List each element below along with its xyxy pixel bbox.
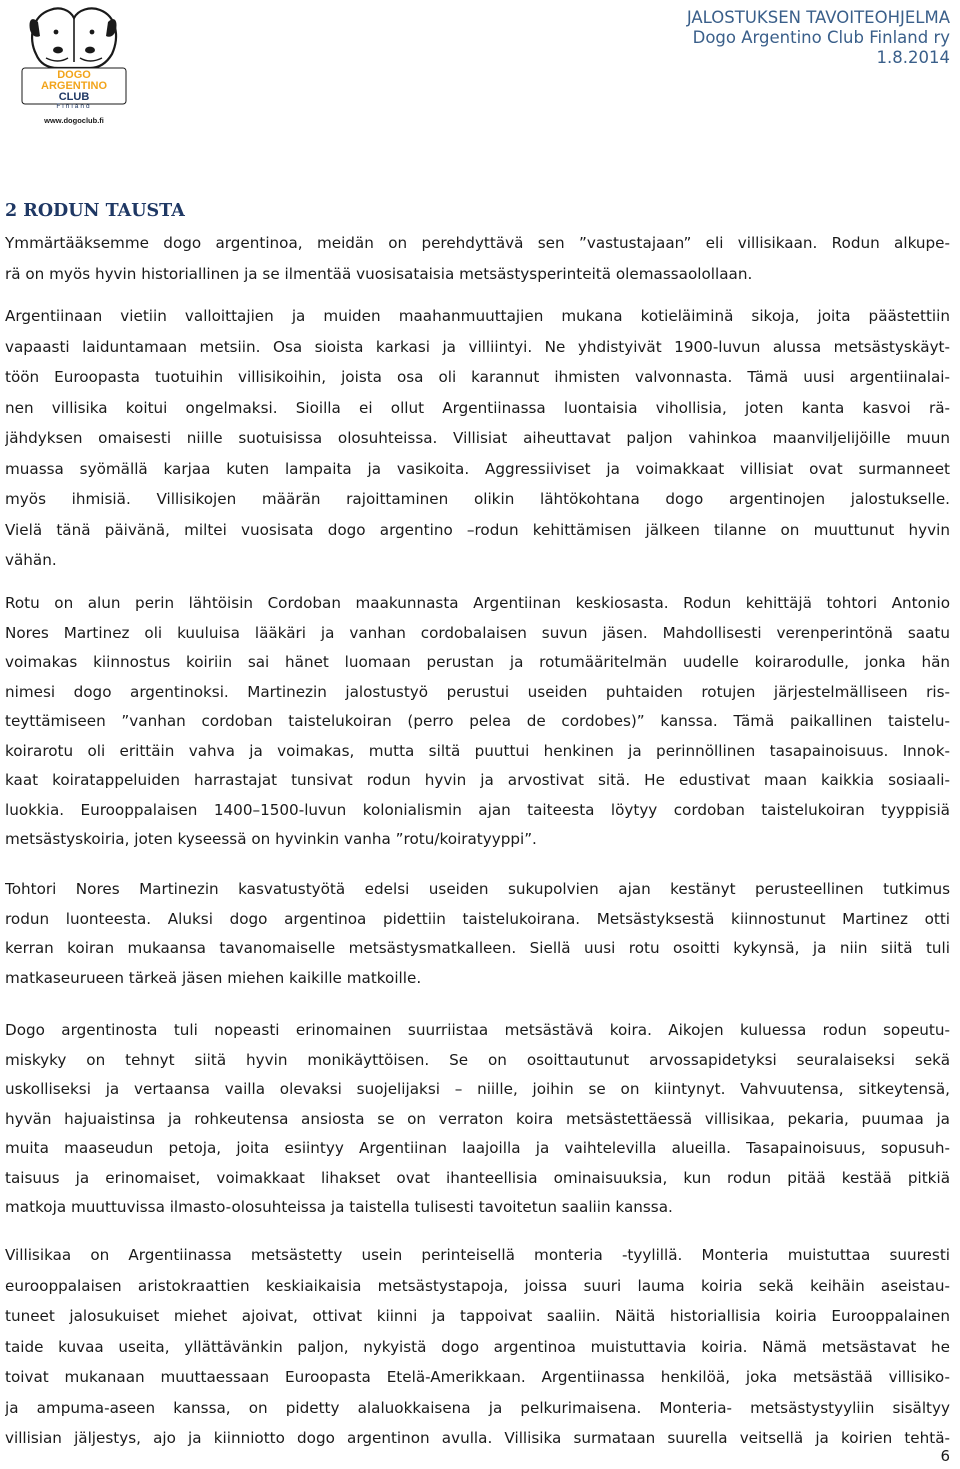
text-line: metsästyskoiria, joten kyseessä on hyvinkin vanha ”rotu/koiratyyppi”. xyxy=(5,830,537,848)
paragraph-3 xyxy=(5,589,950,855)
text-line: luokkia. Eurooppalaisen 1400–1500-luvun kolonialismin ajan taiteesta löytyy cordoban taistelukoiran tyyppisiä xyxy=(5,800,950,819)
text-line: uskolliseksi ja vertaansa vailla olevaksi suojelijaksi – niille, joihin se on kiintynyt. Vahvuutensa, sitkeytensä, xyxy=(5,1080,950,1098)
text-line: Ymmärtääksemme dogo argentinoa, meidän on perehdyttävä sen ”vastustajaan” eli villisikaan. Rodun alkupe- xyxy=(5,234,950,252)
text-line: matkoja muuttuvissa ilmasto-olosuhteissa ja taistella tulisesti tavoitetun saaliin kanssa. xyxy=(5,1198,673,1216)
paragraph-5 xyxy=(5,1016,950,1223)
text-line: rä on myös hyvin historiallinen ja se ilmentää vuosisataisia metsästysperinteitä olemassaolollaan. xyxy=(5,264,753,283)
text-line: myös ihmisiä. Villisikojen määrän rajoittaminen olikin lähtökohtana dogo argentinojen jalostukselle. xyxy=(5,490,950,508)
paragraph-6 xyxy=(5,1240,950,1454)
text-line: kerran koiran mukaansa tavanomaiselle metsästysmatkalleen. Siellä uusi rotu osoitti kykynsä, ja niin siitä tuli xyxy=(5,939,950,957)
document-header xyxy=(687,8,950,68)
logo-text-dogo: DOGO xyxy=(57,69,91,81)
logo-text-argentino: ARGENTINO xyxy=(41,80,107,92)
logo-text-club: CLUB xyxy=(58,91,90,103)
header-title: JALOSTUKSEN TAVOITEOHJELMA xyxy=(686,8,950,27)
text-line: Vielä tänä päivänä, miltei vuosisata dogo argentino –rodun kehittämisen jälkeen tilanne on muuttunut hyvin xyxy=(5,520,950,539)
text-line: tuneet jalosukuiset miehet ajoivat, ottivat kiinni ja tappoivat saaliin. Näitä historiallisia koiria Eurooppalainen xyxy=(5,1307,950,1325)
text-line: töön Euroopasta tuotuihin villisikoihin, joista osa oli karannut ihmisten valvonnasta. Tämä uusi argentiinalai- xyxy=(5,368,950,386)
dog-heads-icon xyxy=(29,8,116,68)
text-line: hyvän hajuaistinsa ja rohkeutensa ansiosta se on verraton koira metsästettäessä villisikaa, pekaria, puumaa ja xyxy=(5,1109,950,1128)
text-line: rodun luonteesta. Aluksi dogo argentinoa pidettiin taistelukoirana. Metsästyksestä kiinnostunut Martinez otti xyxy=(5,909,950,928)
section-heading: 2 RODUN TAUSTA xyxy=(5,201,185,221)
text-line: miskyky on tehnyt siitä hyvin monikäyttöisen. Se on osoittautunut arvossapidetyksi seuralaiseksi sekä xyxy=(5,1050,950,1069)
text-line: taide kuvaa useita, yllättävänkin paljon, nykyistä dogo argentinoa muistuttavia koiria. Nämä metsästavat he xyxy=(5,1337,950,1356)
text-line: eurooppalaisen aristokraattien keskiaikaisia metsästystapoja, joissa suuri lauma koiria sekä keihäin aseistau- xyxy=(5,1276,950,1295)
text-line: nen villisika koitui ongelmaksi. Sioilla ei ollut Argentiinassa luontaisia vihollisia, joten kanta kasvoi rä- xyxy=(5,398,950,417)
logo-url: www.dogoclub.fi xyxy=(44,116,104,125)
text-line: teyttämiseen ”vanhan cordoban taistelukoiran (perro pelea de cordobes)” kanssa. Tämä paikallinen taistelu- xyxy=(5,712,950,730)
text-line: Villisikaa on Argentiinassa metsästetty usein perinteisellä monteria -tyylillä. Monteria muistuttaa suuresti xyxy=(5,1246,950,1264)
paragraph-2 xyxy=(5,301,950,576)
paragraph-4 xyxy=(5,875,950,993)
text-line: Tohtori Nores Martinezin kasvatustyötä edelsi useiden sukupolvien ajan kestänyt perusteellinen tutkimus xyxy=(5,880,950,898)
header-date: 1.8.2014 xyxy=(876,48,950,67)
text-line: Nores Martinez oli kuuluisa lääkäri ja vanhan cordobalaisen suvun jäsen. Mahdollisesti verenperintönä saatu xyxy=(5,623,950,642)
text-line: muassa syömällä karjaa kuten lampaita ja vasikoita. Aggressiiviset ja voimakkaat villisiat ovat surmanneet xyxy=(5,459,950,478)
text-line: Dogo argentinosta tuli nopeasti erinomainen suurriistaa metsästävä koira. Aikojen kuluessa rodun sopeutu- xyxy=(5,1021,950,1039)
text-line: koirarotu oli erittäin vahva ja voimakas, mutta siltä puuttui henkinen ja perinnöllinen tasapainoisuus. Innok- xyxy=(5,741,950,760)
text-line: Rotu on alun perin lähtöisin Cordoban maakunnasta Argentiinan keskiosasta. Rodun kehittäjä tohtori Antonio xyxy=(5,594,950,612)
logo-text-finland: Finland xyxy=(56,103,92,110)
page-number: 6 xyxy=(940,1447,950,1465)
text-line: muita maaseudun petoja, joita esiintyy Argentiinan laajoilla ja vaihtelevilla alueilla. Tasapainoisuus, sopusuh- xyxy=(5,1139,950,1157)
text-line: nimesi dogo argentinoksi. Martinezin jalostustyö perustui useiden puhtaiden rotujen järjestelmälliseen ris- xyxy=(5,682,950,701)
text-line: toivat mukanaan muuttaessaan Euroopasta Etelä-Amerikkaan. Argentiinassa henkilöä, joka metsästää villisiko- xyxy=(5,1368,950,1386)
club-logo xyxy=(2,2,136,126)
paragraph-1 xyxy=(5,228,950,289)
text-line: jähdyksen omaisesti niille suotuisissa olosuhteissa. Villisiat aiheuttavat paljon vahinkoa maanviljelijöille muun xyxy=(5,429,950,447)
text-line: kaat koiratappeluiden harrastajat tunsivat rodun hyvin ja arvostivat sitä. He edustivat maan kaikkia sosiaali- xyxy=(5,771,950,789)
text-line: villisian jäljestys, ajo ja kiinniotto dogo argentinon avulla. Villisika surmataan suurella veitsellä ja koirien tehtä- xyxy=(5,1429,950,1447)
text-line: taisuus ja erinomaiset, voimakkaat lihakset ovat ihanteellisia ominaisuuksia, kun rodun pitää kestää pitkiä xyxy=(5,1168,950,1187)
text-line: voimakas kiinnostus koiriin sai hänet luomaan perustan ja rotumääritelmän uudelle koirarodulle, jonka hän xyxy=(5,653,950,671)
text-line: matkaseurueen tärkeä jäsen miehen kaikille matkoille. xyxy=(5,968,422,987)
text-line: vapaasti laiduntamaan metsiin. Osa sioista karkasi ja villiintyi. Ne yhdistyivät 1900-luvun alussa metsästyskäyt- xyxy=(5,337,950,356)
text-line: ja ampuma-aseen kanssa, on pidetty alaluokkaisena ja pelkurimaisena. Monteria- metsästystyyliin sisältyy xyxy=(5,1398,950,1417)
header-organization: Dogo Argentino Club Finland ry xyxy=(692,28,950,47)
text-line: Argentiinaan vietiin valloittajien ja muiden maahanmuuttajien mukana kotieläiminä sikoja, joita päästettiin xyxy=(5,307,950,325)
text-line: vähän. xyxy=(5,551,57,569)
